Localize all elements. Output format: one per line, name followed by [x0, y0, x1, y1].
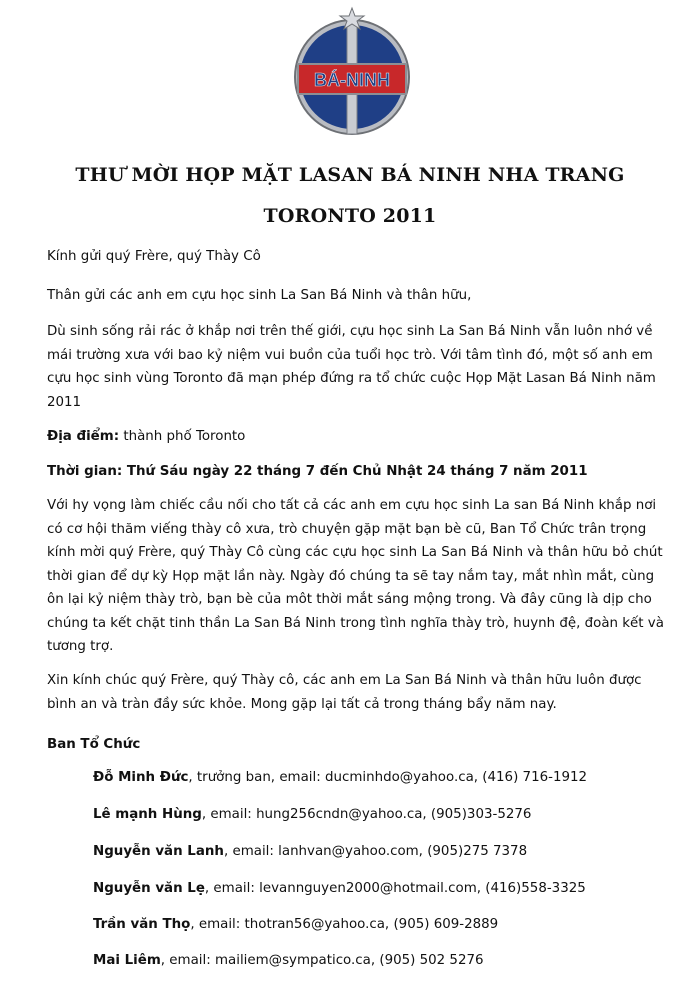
member-details: , email: mailiem@sympatico.ca, (905) 502 5276 — [160, 953, 484, 968]
member-name: Nguyễn văn Lẹ — [93, 881, 205, 896]
title-line-1: THƯ MỜI HỌP MẶT LASAN BÁ NINH NHA TRANG — [75, 164, 625, 186]
member-name: Trần văn Thọ — [93, 917, 191, 932]
committee-member — [93, 951, 673, 971]
greeting-line-1: Kính gửi quý Frère, quý Thày Cô — [47, 249, 261, 264]
greeting-line-2: Thân gửi các anh em cựu học sinh La San Bá Ninh và thân hữu, — [47, 288, 472, 303]
invitation-paragraph: Với hy vọng làm chiếc cầu nối cho tất cả các anh em cựu học sinh La san Bá Ninh khắp nơi có cơ hội thăm viếng thày cô xưa, trò chuyện gặp mặt bạn bè cũ, Ban Tổ Chức trân trọng kính mời quý Frère, quý Thày Cô cùng các cựu học sinh La San Bá Ninh và thân hữu bỏ chút thời gian để dự kỳ Họp mặt lần này. Ngày đó chúng ta sẽ tay nắm tay, mắt nhìn mắt, cùng ôn lại kỷ niệm thày trò, bạn bè của môt thời mắt sáng mộng trong. Và đây cũng là dịp cho chúng ta kết chặt tinh thần La San Bá Ninh trong tình nghĩa thày trò, huynh đệ, đoàn kết và tương trợ. — [47, 498, 664, 654]
title-line-2: TORONTO 2011 — [263, 205, 437, 227]
member-details: , email: lanhvan@yahoo.com, (905)275 7378 — [223, 844, 528, 859]
closing-paragraph: Xin kính chúc quý Frère, quý Thày cô, các anh em La San Bá Ninh và thân hữu luôn được bình an và tràn đầy sức khỏe. Mong gặp lại tất cả trong tháng bẩy năm nay. — [47, 673, 642, 712]
member-details: , email: levannguyen2000@hotmail.com, (416)558-3325 — [204, 881, 586, 896]
member-name: Mai Liêm — [93, 953, 161, 968]
member-details: , email: thotran56@yahoo.ca, (905) 609-2889 — [190, 917, 499, 932]
member-name: Nguyễn văn Lanh — [93, 844, 224, 859]
member-details: , trưởng ban, email: ducminhdo@yahoo.ca, (416) 716-1912 — [188, 770, 588, 785]
logo-text: BÁ-NINH — [314, 70, 390, 90]
committee-member — [93, 768, 673, 788]
committee-member — [93, 879, 673, 899]
member-name: Đỗ Minh Đức — [93, 770, 189, 785]
member-details: , email: hung256cndn@yahoo.ca, (905)303-5276 — [201, 807, 532, 822]
time-line — [47, 460, 667, 484]
location-line — [47, 425, 667, 449]
committee-member — [93, 805, 673, 825]
committee-member — [93, 915, 673, 935]
time-label: Thời gian: — [47, 464, 123, 479]
member-name: Lê mạnh Hùng — [93, 807, 202, 822]
committee-heading: Ban Tổ Chức — [47, 737, 141, 752]
location-value: thành phố Toronto — [119, 429, 246, 444]
school-logo — [292, 6, 412, 140]
committee-member — [93, 842, 673, 862]
location-label: Địa điểm: — [47, 429, 120, 444]
time-value: Thứ Sáu ngày 22 tháng 7 đến Chủ Nhật 24 tháng 7 năm 2011 — [122, 464, 588, 479]
intro-paragraph: Dù sinh sống rải rác ở khắp nơi trên thế giới, cựu học sinh La San Bá Ninh vẫn luôn nhớ về mái trường xưa với bao kỷ niệm vui buồn của tuổi học trò. Với tâm tình đó, một số anh em cựu học sinh vùng Toronto đã mạn phép đứng ra tổ chức cuộc Họp Mặt Lasan Bá Ninh năm 2011 — [47, 324, 656, 410]
